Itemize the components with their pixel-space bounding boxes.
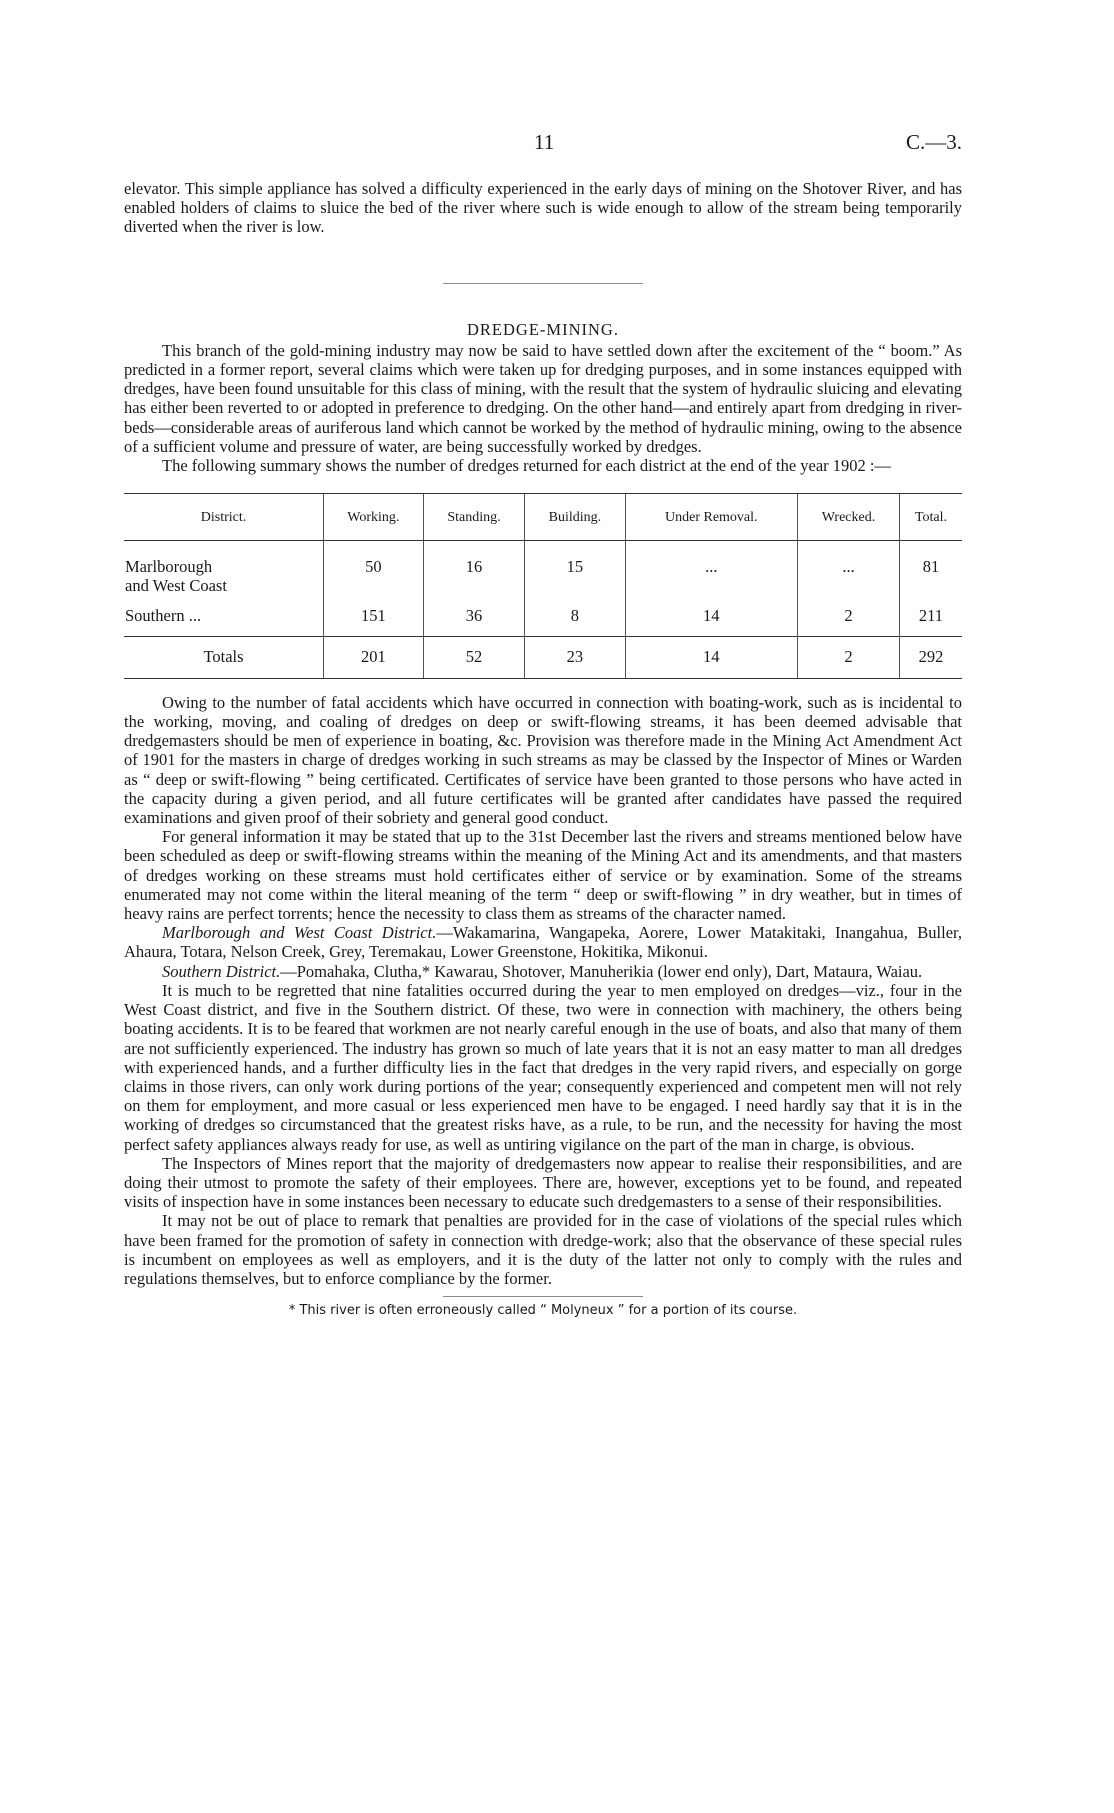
section-title: DREDGE-MINING. (467, 319, 619, 339)
page-header (124, 130, 962, 160)
table-cell-district (124, 605, 324, 636)
table-cell: 14 (625, 605, 798, 636)
table-cell: 23 (525, 636, 625, 678)
table-cell: 8 (525, 605, 625, 636)
paragraph: For general information it may be stated that up to the 31st December last the rivers and streams mentioned below have been scheduled as deep or swift-flowing streams within the meaning of the Mining Act and its amendments, and that masters of dredges working on these streams must hold certificates either of service or by examination. Some of the streams enumerated may not come within the literal meaning of the term “ deep or swift-flowing ” in dry weather, but in times of heavy rains are perfect torrents; hence the necessity to class them as streams of the character named. (124, 827, 962, 924)
section-divider (443, 283, 643, 284)
paragraph: This branch of the gold-mining industry may now be said to have settled down after the excitement of the “ boom.” As predicted in a former report, several claims which were taken up for dredging purposes, and in some instances equipped with dredges, have been found unsuitable for this class of mining, with the result that the system of hydraulic sluicing and elevating has either been reverted to or adopted in preference to dredging. On the other hand—and entirely apart from dredging in river-beds—considerable areas of auriferous land which cannot be worked by the method of hydraulic mining, owing to the absence of a sufficient volume and pressure of water, are being successfully worked by dredges. (124, 340, 962, 456)
page-number: 11 (534, 130, 555, 154)
table-cell: 211 (900, 605, 963, 636)
district-streams: —Pomahaka, Clutha,* Kawarau, Shotover, Manuherikia (lower end only), Dart, Mataura, Waiau. (280, 961, 923, 981)
table-cell: 50 (324, 541, 424, 606)
dredges-summary-table (124, 493, 962, 679)
column-header: Total. (900, 494, 963, 541)
table-cell: 16 (423, 541, 525, 606)
district-streams-paragraph (124, 962, 962, 981)
district-streams-paragraph (124, 923, 962, 961)
table-cell: 36 (423, 605, 525, 636)
column-header: Standing. (423, 494, 525, 541)
table-cell: 52 (423, 636, 525, 678)
district-name: Marlborough and West Coast (125, 557, 227, 596)
column-header: Under Removal. (625, 494, 798, 541)
paragraph: The following summary shows the number of dredges returned for each district at the end of the year 1902 :— (162, 456, 891, 476)
text-after-table (124, 693, 962, 1288)
footnote-divider (443, 1296, 643, 1297)
table-row (124, 605, 962, 636)
footnote: * This river is often erroneously called “ Molyneux ” for a portion of its course. (288, 1303, 798, 1319)
column-header: Wrecked. (798, 494, 900, 541)
table-cell: 15 (525, 541, 625, 606)
table-cell: ... (798, 541, 900, 606)
table-cell: 201 (324, 636, 424, 678)
paragraph: Owing to the number of fatal accidents which have occurred in connection with boating-work, such as is incidental to the working, moving, and coaling of dredges on deep or swift-flowing streams, it has been deemed advisable that dredgemasters should be men of experience in boating, &c. Provision was therefore made in the Mining Act Amendment Act of 1901 for the masters in charge of dredges working in such streams as may be classed by the Inspector of Mines or Warden as “ deep or swift-flowing ” being certificated. Certificates of service have been granted to those persons who have acted in the capacity during a given period, and all future certificates will be granted after candidates have passed the required examinations and given proof of their sobriety and general good conduct. (124, 692, 962, 828)
paragraph: It may not be out of place to remark that penalties are provided for in the case of violations of the special rules which have been framed for the promotion of safety in connection with dredge-work; also that the observance of these special rules is incumbent on employees as well as employers, and it is the duty of the latter not only to comply with the rules and regulations themselves, but to enforce compliance by the former. (124, 1211, 962, 1288)
table-cell: 2 (798, 636, 900, 678)
table-cell: 81 (900, 541, 963, 606)
table-cell: 14 (625, 636, 798, 678)
table-cell-district (124, 541, 324, 606)
table-cell: ... (625, 541, 798, 606)
document-body (124, 179, 962, 1320)
paragraph: It is much to be regretted that nine fatalities occurred during the year to men employed on dredges—viz., four in the West Coast district, and five in the Southern district. Of these, two were in connection with machinery, the others being boating accidents. It is to be feared that workmen are not nearly careful enough in the use of boats, and also that many of them are not sufficiently experienced. The industry has grown so much of late years that it is not an easy matter to man all dredges with experienced hands, and a further difficulty lies in the fact that dredges in the very rapid rivers, and especially on gorge claims in those rivers, can only work during portions of the year; consequently experienced and competent men will not rely on them for employment, and more casual or less experienced men have to be engaged. I need hardly say that it is in the working of dredges so circumstanced that the greatest risks have, as a rule, to be run, and the necessity for having the most perfect safety appliances always ready for use, as well as untiring vigilance on the part of the man in charge, is obvious. (124, 980, 962, 1154)
district-label: Marlborough and West Coast District. (162, 923, 437, 943)
column-header: Working. (324, 494, 424, 541)
table-cell: 151 (324, 605, 424, 636)
table-cell: 2 (798, 605, 900, 636)
intro-paragraph: elevator. This simple appliance has solved a difficulty experienced in the early days of mining on the Shotover River, and has enabled holders of claims to sluice the bed of the river where such is wide enough to allow of the stream being temporarily diverted when the river is low. (124, 179, 962, 237)
district-label: Southern District. (162, 961, 281, 981)
paragraph: The Inspectors of Mines report that the majority of dredgemasters now appear to realise their responsibilities, and are doing their utmost to promote the safety of their employees. There are, however, exceptions yet to be found, and repeated visits of inspection have in some instances been necessary to educate such dredgemasters to a sense of their responsibilities. (124, 1153, 962, 1212)
district-streams: —Wakamarina, Wangapeka, Aorere, Lower Matakitaki, Inangahua, Buller, Ahaura, Totara, Nelson Creek, Grey, Teremakau, Lower Greenstone, Hokitika, Mikonui. (124, 923, 962, 962)
column-header: District. (124, 494, 324, 541)
table-header-row (124, 494, 962, 541)
totals-label: Totals (124, 636, 324, 678)
table-totals-row (124, 636, 962, 678)
table-row (124, 541, 962, 606)
column-header: Building. (525, 494, 625, 541)
document-code: C.—3. (905, 130, 962, 154)
district-name: Southern ... (125, 606, 202, 626)
table-cell: 292 (900, 636, 963, 678)
